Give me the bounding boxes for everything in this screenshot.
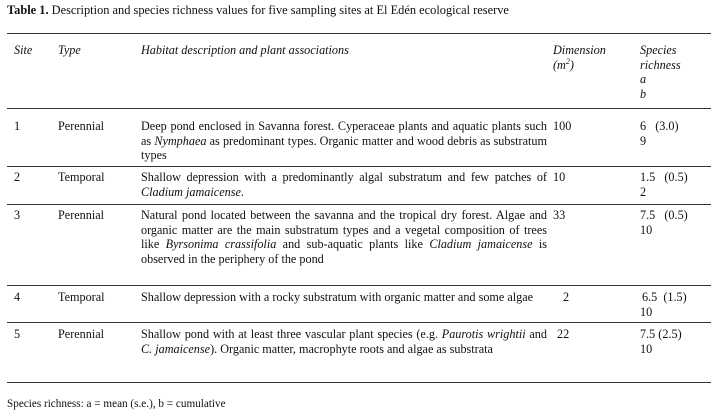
row5-richness-b: 10 [640, 341, 653, 356]
row2-site: 2 [14, 170, 21, 184]
row4-rule [7, 322, 711, 323]
row1-richness-b: 9 [640, 133, 647, 148]
row1-site: 1 [14, 119, 21, 133]
row3-site: 3 [14, 208, 21, 222]
header-type: Type [58, 43, 81, 57]
row3-richness [640, 208, 688, 237]
header-richness-b: b [640, 86, 647, 101]
row3-richness-a: 7.5 (0.5) [640, 208, 688, 222]
table-caption [7, 3, 509, 18]
row1-richness [640, 119, 679, 148]
row4-richness-a: 6.5 (1.5) [642, 290, 687, 304]
row5-dimension: 22 [557, 327, 570, 341]
row3-description: Natural pond located between the savanna and the tropical dry forest. Algae and organic matter are the main substratum types and a vegetal composition of trees like Byrsonima crassifolia and sub-aquatic plants like Cladium jamaicense is observed in the periphery of the pond [141, 208, 547, 266]
table-caption-text: Description and species richness values for five sampling sites at El Edén ecological reserve [48, 3, 509, 17]
header-dimension-unit: $(m^2)$ [553, 56, 574, 72]
row3-dimension: 33 [553, 208, 566, 222]
row4-dimension: 2 [563, 290, 570, 304]
bottom-rule [7, 382, 711, 383]
row5-type: Perennial [58, 327, 105, 341]
row2-type: Temporal [58, 170, 105, 184]
row2-rule [7, 204, 711, 205]
header-richness [640, 43, 681, 101]
top-rule [7, 33, 711, 34]
row3-richness-b: 10 [640, 222, 653, 237]
table-caption-label: Table 1. [7, 3, 49, 17]
header-dimension [553, 43, 606, 72]
row1-type: Perennial [58, 119, 105, 133]
row2-dimension: 10 [553, 170, 566, 184]
row1-description: Deep pond enclosed in Savanna forest. Cyperaceae plants and aquatic plants such as Nymphaea as predominant types. Organic matter and wood debris as substratum types [141, 119, 547, 162]
header-richness-line2: richness [640, 57, 681, 72]
header-habitat: Habitat description and plant associations [141, 43, 349, 57]
header-dimension-label: Dimension [553, 43, 606, 57]
row5-site: 5 [14, 327, 21, 341]
row4-site: 4 [14, 290, 21, 304]
row2-description: Shallow depression with a predominantly algal substratum and few patches of Cladium jamaicense. [141, 170, 547, 199]
header-rule [7, 108, 711, 109]
row2-richness [640, 170, 688, 199]
row1-dimension: 100 [553, 119, 572, 133]
row1-richness-a: 6 (3.0) [640, 119, 679, 133]
row4-richness [640, 290, 687, 319]
row5-richness-a: 7.5 (2.5) [640, 327, 682, 341]
row2-richness-b: 2 [640, 184, 647, 199]
header-richness-a: a [640, 72, 647, 86]
row4-richness-b: 10 [640, 304, 653, 319]
row1-rule [7, 166, 711, 167]
row5-description: Shallow pond with at least three vascular plant species (e.g. Paurotis wrightii and C. jamaicense). Organic matter, macrophyte roots and algae as substrata [141, 327, 547, 356]
row2-richness-a: 1.5 (0.5) [640, 170, 688, 184]
row4-type: Temporal [58, 290, 105, 304]
row3-rule [7, 285, 711, 286]
row3-type: Perennial [58, 208, 105, 222]
table-footnote: Species richness: a = mean (s.e.), b = cumulative [7, 398, 226, 410]
header-richness-line1: Species [640, 43, 677, 57]
row4-description: Shallow depression with a rocky substratum with organic matter and some algae [141, 290, 534, 304]
header-site: Site [14, 43, 33, 57]
row5-richness [640, 327, 682, 356]
